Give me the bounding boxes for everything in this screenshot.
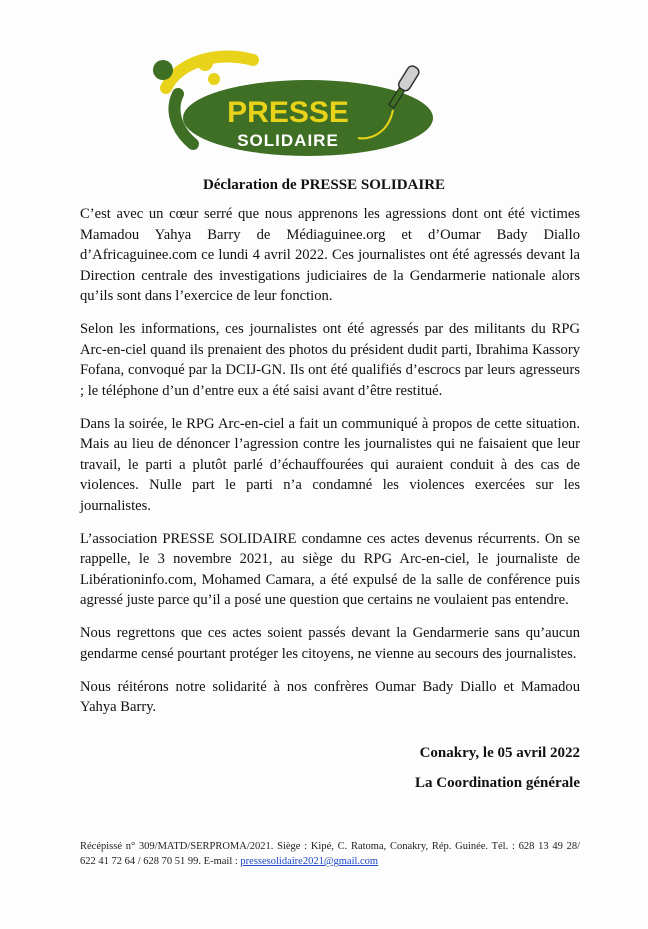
signatory: La Coordination générale [415, 775, 580, 791]
email-link[interactable]: pressesolidaire2021@gmail.com [240, 856, 379, 867]
footer-text: Récépissé n° 309/MATD/SERPROMA/2021. Siège : Kipé, C. Ratoma, Conakry, Rép. Guinée. Tél. : 628 13 49 28/ 622 41 72 64 / 628 70 51 99. E-mail : [80, 841, 580, 867]
paragraph: Nous regrettons que ces actes soient passés devant la Gendarmerie sans qu’aucun gendarme censé pourtant protéger les citoyens, ne vienne au secours des journalistes. [80, 625, 580, 662]
declaration-body [80, 204, 580, 730]
logo-line2: SOLIDAIRE [237, 131, 339, 150]
logo-line1: PRESSE [227, 96, 349, 129]
place-date: Conakry, le 05 avril 2022 [419, 745, 580, 761]
presse-solidaire-logo [148, 40, 438, 158]
paragraph: Dans la soirée, le RPG Arc-en-ciel a fait un communiqué à propos de cette situation. Mais au lieu de dénoncer l’agression contre les journalistes qui ne faisaient que leur travail, le parti a plutôt parlé d’échauffourées qui auraient conduit à des cas de violences. Nulle part le parti n’a condamné les violences exercées sur les journalistes. [80, 415, 580, 514]
paragraph: Selon les informations, ces journalistes ont été agressés par des militants du RPG Arc-en-ciel quand ils prenaient des photos du président dudit parti, Ibrahima Kassory Fofana, convoqué par la DCIJ-GN. Ils ont été qualifiés d’escrocs par leurs agresseurs ; le téléphone d’un d’entre eux a été saisi avant d’être restitué. [80, 321, 580, 399]
footer-info [80, 839, 580, 869]
declaration-title: Déclaration de PRESSE SOLIDAIRE [202, 177, 446, 193]
closing-block [415, 743, 580, 803]
paragraph: C’est avec un cœur serré que nous apprenons les agressions dont ont été victimes Mamadou Yahya Barry de Médiaguinee.org et d’Oumar Bady Diallo d’Africaguinee.com ce lundi 4 avril 2022. Ces journalistes ont été agressés devant la Direction centrale des investigations judiciaires de la Gendarmerie nationale alors qu’ils sont dans l’exercice de leur fonction. [80, 206, 580, 304]
paragraph: L’association PRESSE SOLIDAIRE condamne ces actes devenus récurrents. On se rappelle, le 3 novembre 2021, au siège du RPG Arc-en-ciel, le journaliste de Libérationinfo.com, Mohamed Camara, a été expulsé de la salle de conférence puis agressé juste parce qu’il a posé une question que certains ne voulaient pas entendre. [80, 530, 580, 608]
paragraph: Nous réitérons notre solidarité à nos confrères Oumar Bady Diallo et Mamadou Yahya Barry. [80, 678, 580, 715]
